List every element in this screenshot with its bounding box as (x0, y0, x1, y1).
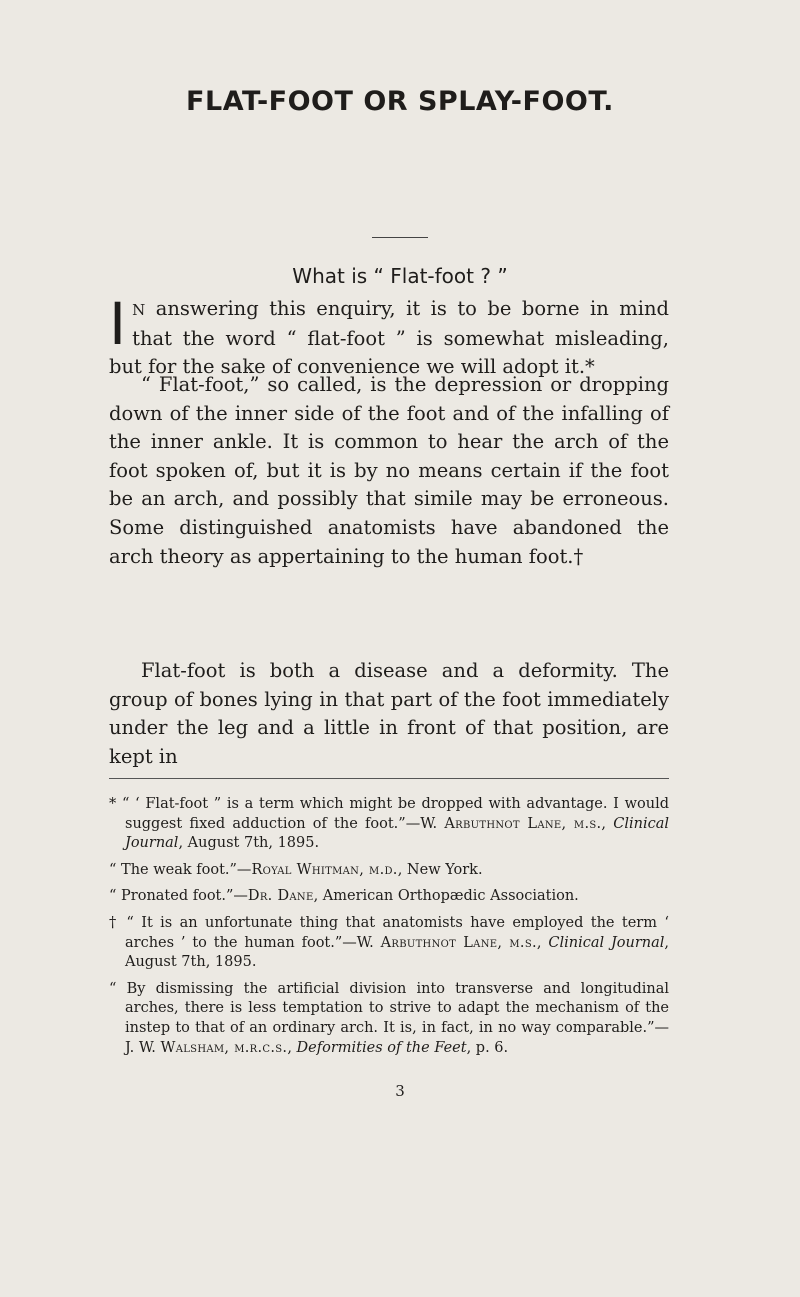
footnote-2-text: “ The weak foot.”— (109, 861, 252, 878)
footnote-5-end: , p. 6. (466, 1039, 509, 1056)
page-number: 3 (395, 1082, 405, 1100)
paragraph-2: “ Flat-foot,” so called, is the depression or dropping down of the inner side of the foot and of the infalling of the inner ankle. It is common to hear the arch of the foot spoken of, but it is by no means certain if the foot be an arch, and possibly that simile may be erroneous. Some distinguished anatomists have abandoned the arch theory as appertaining to the human foot.† (109, 373, 669, 568)
footnote-3-text: “ Pronated foot.”— (109, 888, 248, 905)
footnote-5 (109, 980, 669, 1058)
footnote-2-author: Royal Whitman, m.d. (251, 861, 398, 878)
footnote-separator (109, 778, 669, 779)
footnote-1-author: Arbuthnot Lane, m.s. (444, 815, 602, 832)
footnote-3-end: , American Orthopædic Association. (313, 888, 579, 905)
section-heading: What is “ Flat-foot ? ” (292, 264, 508, 288)
paragraph-1-text: answering this enquiry, it is to be borne in mind that the word “ flat-foot ” is somewhat misleading, but for the sake of convenience we will adopt it.* (109, 297, 669, 379)
footnote-4-author: Arbuthnot Lane, m.s. (380, 934, 537, 951)
paragraph-3: Flat-foot is both a disease and a deformity. The group of bones lying in that part of the foot immediately under the leg and a little in front of that position, are kept in (109, 659, 669, 768)
footnote-5-sep: , (287, 1039, 297, 1056)
footnote-4 (109, 914, 669, 973)
footnote-5-author: Walsham, m.r.c.s. (160, 1039, 288, 1056)
footnote-5-text: “ By dismissing the artificial division into transverse and longitudinal arches, there is less temptation to strive to adapt the mechanism of the instep to that of an ordinary arch. It is, in fact, in no way comparable.”—J. W. (109, 980, 669, 1056)
footnote-1 (109, 795, 669, 854)
footnote-4-text: † “ It is an unfortunate thing that anatomists have employed the term ‘ arches ’ to the human foot.”—W. (109, 914, 669, 951)
first-word-rest: N (132, 301, 146, 319)
footnote-3-author: Dr. Dane (247, 888, 314, 905)
footnote-1-journal: Clinical Journal (125, 815, 669, 852)
footnote-1-date: , August 7th, 1895. (178, 835, 320, 852)
footnote-4-date: , August 7th, 1895. (125, 934, 669, 971)
drop-cap: I (109, 290, 127, 358)
footnote-3 (109, 887, 669, 907)
footnote-5-book: Deformities of the Feet (296, 1039, 467, 1056)
page-title: FLAT-FOOT OR SPLAY-FOOT. (186, 86, 614, 117)
footnote-2-end: , New York. (397, 861, 483, 878)
footnotes (109, 795, 669, 1065)
footnote-1-text: * “ ‘ Flat-foot ” is a term which might be dropped with advantage. I would suggest fixed adduction of the foot.”—W. (109, 796, 669, 832)
paragraph-1 (109, 290, 669, 382)
footnote-4-journal: Clinical Journal (548, 934, 665, 951)
footnote-1-sep: , (601, 815, 614, 832)
footnote-2 (109, 861, 669, 881)
footnote-4-sep: , (536, 934, 549, 951)
title-rule (372, 237, 428, 238)
